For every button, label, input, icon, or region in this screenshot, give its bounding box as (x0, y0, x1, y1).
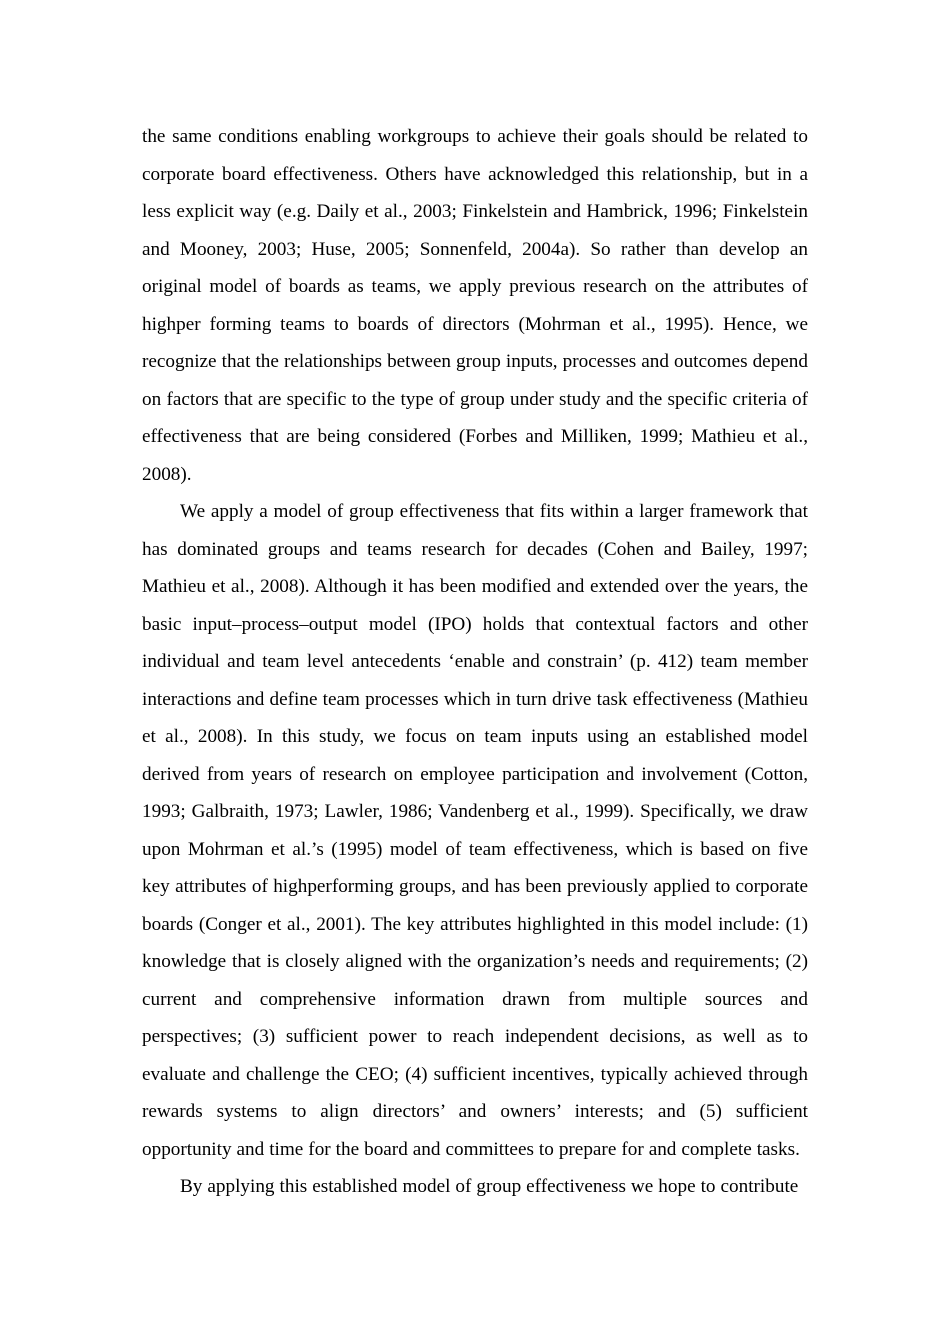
paragraph-group-effectiveness-model: We apply a model of group effectiveness that fits within a larger framework that has dominated groups and teams research for decades (Cohen and Bailey, 1997; Mathieu et al., 2008). Although it has been modified and extended over the years, the basic input–process–output model (IPO) holds that contextual factors and other individual and team level antecedents ‘enable and constrain’ (p. 412) team member interactions and define team processes which in turn drive task effectiveness (Mathieu et al., 2008). In this study, we focus on team inputs using an established model derived from years of research on employee participation and involvement (Cotton, 1993; Galbraith, 1973; Lawler, 1986; Vandenberg et al., 1999). Specifically, we draw upon Mohrman et al.’s (1995) model of team effectiveness, which is based on five key attributes of highperforming groups, and has been previously applied to corporate boards (Conger et al., 2001). The key attributes highlighted in this model include: (1) knowledge that is closely aligned with the organization’s needs and requirements; (2) current and comprehensive information drawn from multiple sources and perspectives; (3) sufficient power to reach independent decisions, as well as to evaluate and challenge the CEO; (4) sufficient incentives, typically achieved through rewards systems to align directors’ and owners’ interests; and (5) sufficient opportunity and time for the board and committees to prepare for and complete tasks. (142, 501, 808, 1160)
page-text-column (142, 118, 808, 1206)
paragraph-by-applying-contribution: By applying this established model of group effectiveness we hope to contribute (180, 1176, 799, 1197)
paragraph-continued-boards-as-teams: the same conditions enabling workgroups to achieve their goals should be related to corporate board effectiveness. Others have acknowledged this relationship, but in a less explicit way (e.g. Daily et al., 2003; Finkelstein and Hambrick, 1996; Finkelstein and Mooney, 2003; Huse, 2005; Sonnenfeld, 2004a). So rather than develop an original model of boards as teams, we apply previous research on the attributes of highper forming teams to boards of directors (Mohrman et al., 1995). Hence, we recognize that the relationships between group inputs, processes and outcomes depend on factors that are specific to the type of group under study and the specific criteria of effectiveness that are being considered (Forbes and Milliken, 1999; Mathieu et al., 2008). (142, 126, 808, 485)
